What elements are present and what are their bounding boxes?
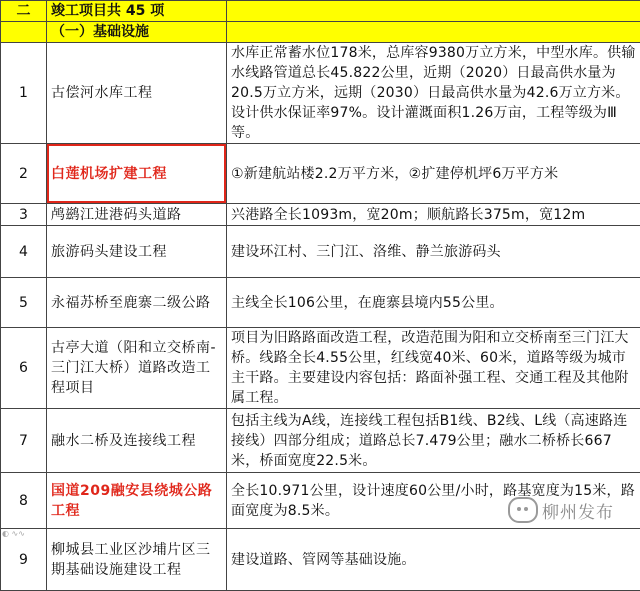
section-blank-right xyxy=(227,22,640,43)
project-name: 融水二桥及连接线工程 xyxy=(47,409,227,473)
header-blank xyxy=(227,1,640,22)
project-description: 兴港路全长1093m，宽20m；顺航路长375m，宽12m xyxy=(227,204,640,226)
section-blank-left xyxy=(1,22,47,43)
watermark-text: 柳州发布 xyxy=(542,498,614,523)
project-name: 鸬鹚江进港码头道路 xyxy=(47,204,227,226)
header-row xyxy=(1,1,640,22)
section-title: （一）基础设施 xyxy=(47,22,227,43)
project-name: 白莲机场扩建工程 xyxy=(47,144,227,204)
row-number: 8 xyxy=(1,473,47,529)
wechat-logo-icon xyxy=(508,497,538,523)
project-name: 古亭大道（阳和立交桥南-三门江大桥）道路改造工程项目 xyxy=(47,328,227,409)
project-description: ①新建航站楼2.2万平方米，②扩建停机坪6万平方米 xyxy=(227,144,640,204)
row-number: 3 xyxy=(1,204,47,226)
table-row xyxy=(1,278,640,328)
corner-watermark: ◐ ∿∿ xyxy=(2,529,25,538)
project-description: 项目为旧路路面改造工程，改造范围为阳和立交桥南至三门江大桥。线路全长4.55公里，红线宽40米、60米，道路等级为城市主干路。主要建设内容包括：路面补强工程、交通工程及其他附属工程。 xyxy=(227,328,640,409)
project-description: 建设道路、管网等基础设施。 xyxy=(227,529,640,591)
table-row xyxy=(1,328,640,409)
project-name: 柳城县工业区沙埔片区三期基础设施建设工程 xyxy=(47,529,227,591)
row-number: 6 xyxy=(1,328,47,409)
table-row xyxy=(1,529,640,591)
project-name: 永福苏桥至鹿寨二级公路 xyxy=(47,278,227,328)
project-name: 古偿河水库工程 xyxy=(47,43,227,144)
project-name: 旅游码头建设工程 xyxy=(47,226,227,278)
project-description: 全长10.971公里，设计速度60公里/小时，路基宽度为15米，路面宽度为8.5米。 xyxy=(227,473,640,529)
project-name: 国道209融安县绕城公路工程 xyxy=(47,473,227,529)
row-number: 9 xyxy=(1,529,47,591)
row-number: 2 xyxy=(1,144,47,204)
project-description: 主线全长106公里，在鹿寨县境内55公里。 xyxy=(227,278,640,328)
project-description: 包括主线为A线，连接线工程包括B1线、B2线、L线（高速路连接线）四部分组成；道路总长7.479公里；融水二桥桥长667米，桥面宽度22.5米。 xyxy=(227,409,640,473)
table-row xyxy=(1,144,640,204)
table-row xyxy=(1,226,640,278)
table-row xyxy=(1,43,640,144)
table-row xyxy=(1,204,640,226)
header-index: 二 xyxy=(1,1,47,22)
watermark xyxy=(508,497,614,523)
row-number: 1 xyxy=(1,43,47,144)
project-description: 水库正常蓄水位178米，总库容9380万立方米，中型水库。供输水线路管道总长45.822公里，近期（2020）日最高供水量为20.5万立方米，远期（2030）日最高供水量为42.6万立方米。设计供水保证率97%。设计灌溉面积1.26万亩，工程等级为Ⅲ等。 xyxy=(227,43,640,144)
row-number: 7 xyxy=(1,409,47,473)
section-row xyxy=(1,22,640,43)
table-row xyxy=(1,409,640,473)
project-description: 建设环江村、三门江、洛维、静兰旅游码头 xyxy=(227,226,640,278)
row-number: 5 xyxy=(1,278,47,328)
header-title: 竣工项目共 45 项 xyxy=(47,1,227,22)
row-number: 4 xyxy=(1,226,47,278)
